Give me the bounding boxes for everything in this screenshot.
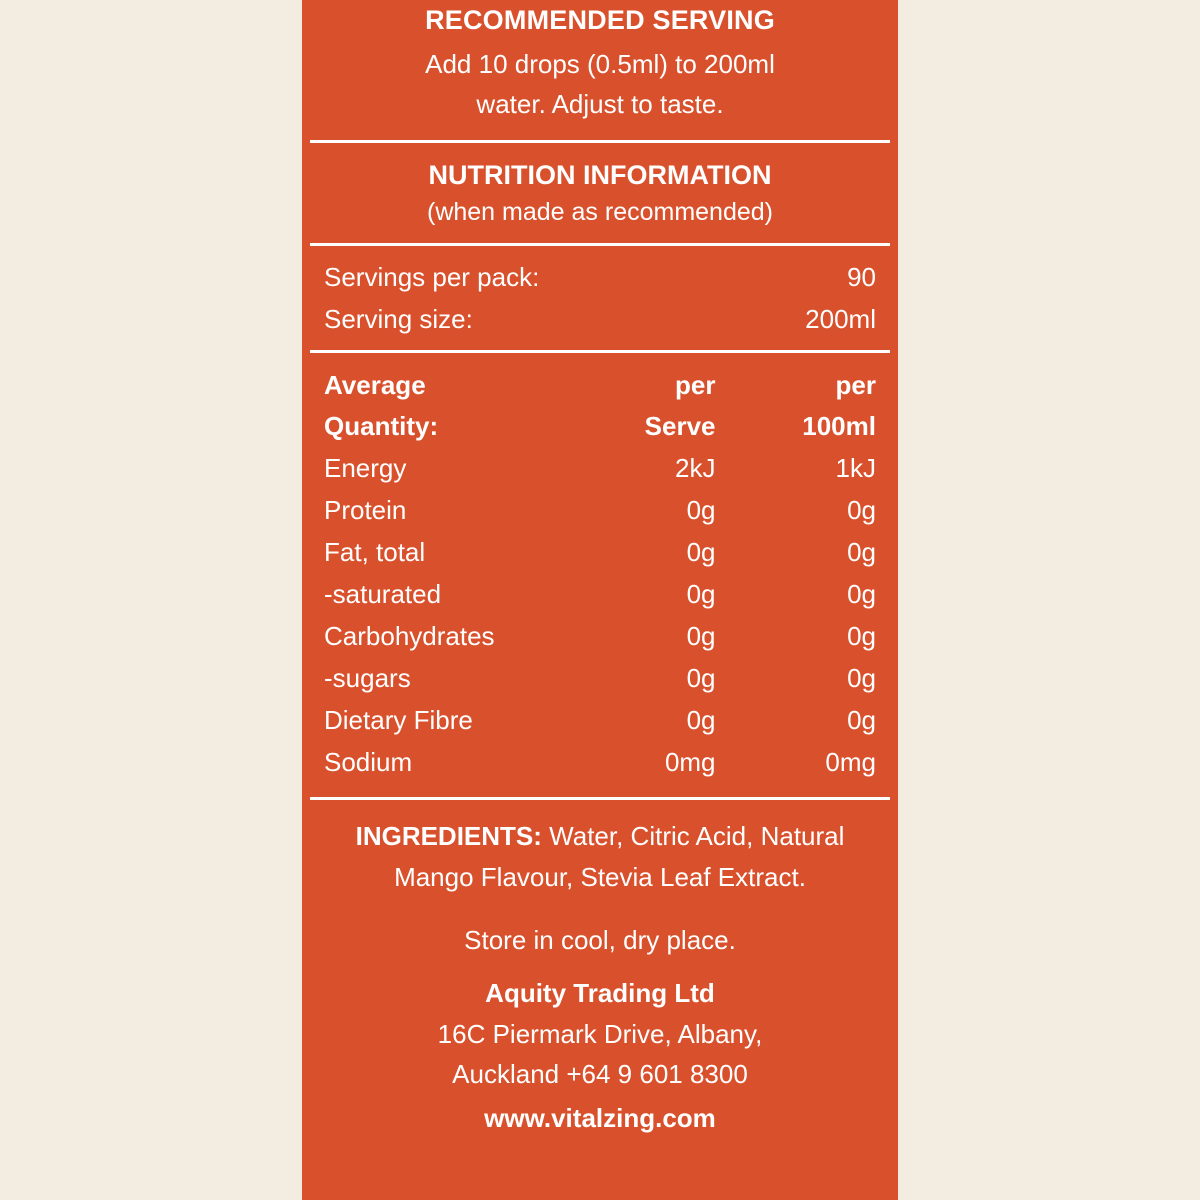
row-serve: 2kJ [675, 453, 716, 483]
recommended-serving-line1: Add 10 drops (0.5ml) to 200ml [425, 49, 775, 79]
row-per100: 0g [847, 537, 876, 567]
header-per-serve-line2: Serve [644, 411, 716, 441]
recommended-serving-text [324, 38, 876, 124]
row-per100: 0g [847, 663, 876, 693]
servings-per-pack-row [324, 256, 876, 298]
header-quantity-line2: Quantity: [324, 411, 439, 441]
table-row [324, 615, 876, 657]
header-quantity-line1: Average [324, 370, 426, 400]
storage-text: Store in cool, dry place. [464, 925, 736, 955]
row-per100: 1kJ [835, 453, 876, 483]
recommended-serving-panel [302, 0, 898, 140]
row-serve: 0g [686, 537, 716, 567]
row-serve: 0g [686, 621, 716, 651]
nutrition-table [302, 353, 898, 797]
row-name: -sugars [324, 663, 411, 693]
table-header-row [324, 365, 876, 447]
recommended-serving-title: RECOMMENDED SERVING [425, 5, 775, 35]
servings-block [302, 246, 898, 350]
header-per-100ml [744, 365, 876, 447]
servings-per-pack-value: 90 [847, 262, 876, 292]
row-name: Protein [324, 495, 407, 525]
row-serve: 0g [686, 663, 716, 693]
row-serve: 0mg [664, 747, 716, 777]
row-per100: 0mg [825, 747, 876, 777]
header-per-100ml-line2: 100ml [802, 411, 876, 441]
nutrition-subtitle: (when made as recommended) [427, 198, 773, 226]
company-website: www.vitalzing.com [484, 1103, 716, 1133]
row-serve: 0g [686, 495, 716, 525]
table-row [324, 699, 876, 741]
recommended-serving-line2: water. Adjust to taste. [476, 89, 724, 119]
company-address-line2: Auckland +64 9 601 8300 [452, 1059, 748, 1089]
row-name: Sodium [324, 747, 413, 777]
serving-size-label: Serving size: [324, 304, 473, 334]
ingredients-panel [302, 800, 898, 1138]
row-name: Dietary Fibre [324, 705, 473, 735]
row-name: -saturated [324, 579, 442, 609]
table-row [324, 573, 876, 615]
nutrition-title: NUTRITION INFORMATION [428, 160, 772, 190]
table-row [324, 657, 876, 699]
company-address-line1: 16C Piermark Drive, Albany, [437, 1019, 763, 1049]
table-row [324, 447, 876, 489]
row-serve: 0g [686, 579, 716, 609]
table-row [324, 489, 876, 531]
row-per100: 0g [847, 579, 876, 609]
table-row [324, 531, 876, 573]
ingredients-body: Water, Citric Acid, Natural Mango Flavour, Stevia Leaf Extract. [394, 821, 845, 892]
row-serve: 0g [686, 705, 716, 735]
company-name: Aquity Trading Ltd [485, 978, 715, 1008]
header-per-serve-line1: per [675, 370, 716, 400]
row-name: Carbohydrates [324, 621, 495, 651]
nutrition-table-grid [324, 365, 876, 783]
row-per100: 0g [847, 621, 876, 651]
table-row [324, 741, 876, 783]
servings-per-pack-label: Servings per pack: [324, 262, 540, 292]
product-label [302, 0, 898, 1200]
row-per100: 0g [847, 705, 876, 735]
row-name: Energy [324, 453, 407, 483]
header-per-serve [600, 365, 744, 447]
row-per100: 0g [847, 495, 876, 525]
header-per-100ml-line1: per [835, 370, 876, 400]
serving-size-row [324, 298, 876, 340]
ingredients-text [324, 816, 876, 898]
ingredients-heading: INGREDIENTS: [355, 821, 542, 851]
header-quantity-label [324, 365, 600, 447]
nutrition-header-panel [302, 143, 898, 243]
serving-size-value: 200ml [805, 304, 876, 334]
row-name: Fat, total [324, 537, 426, 567]
